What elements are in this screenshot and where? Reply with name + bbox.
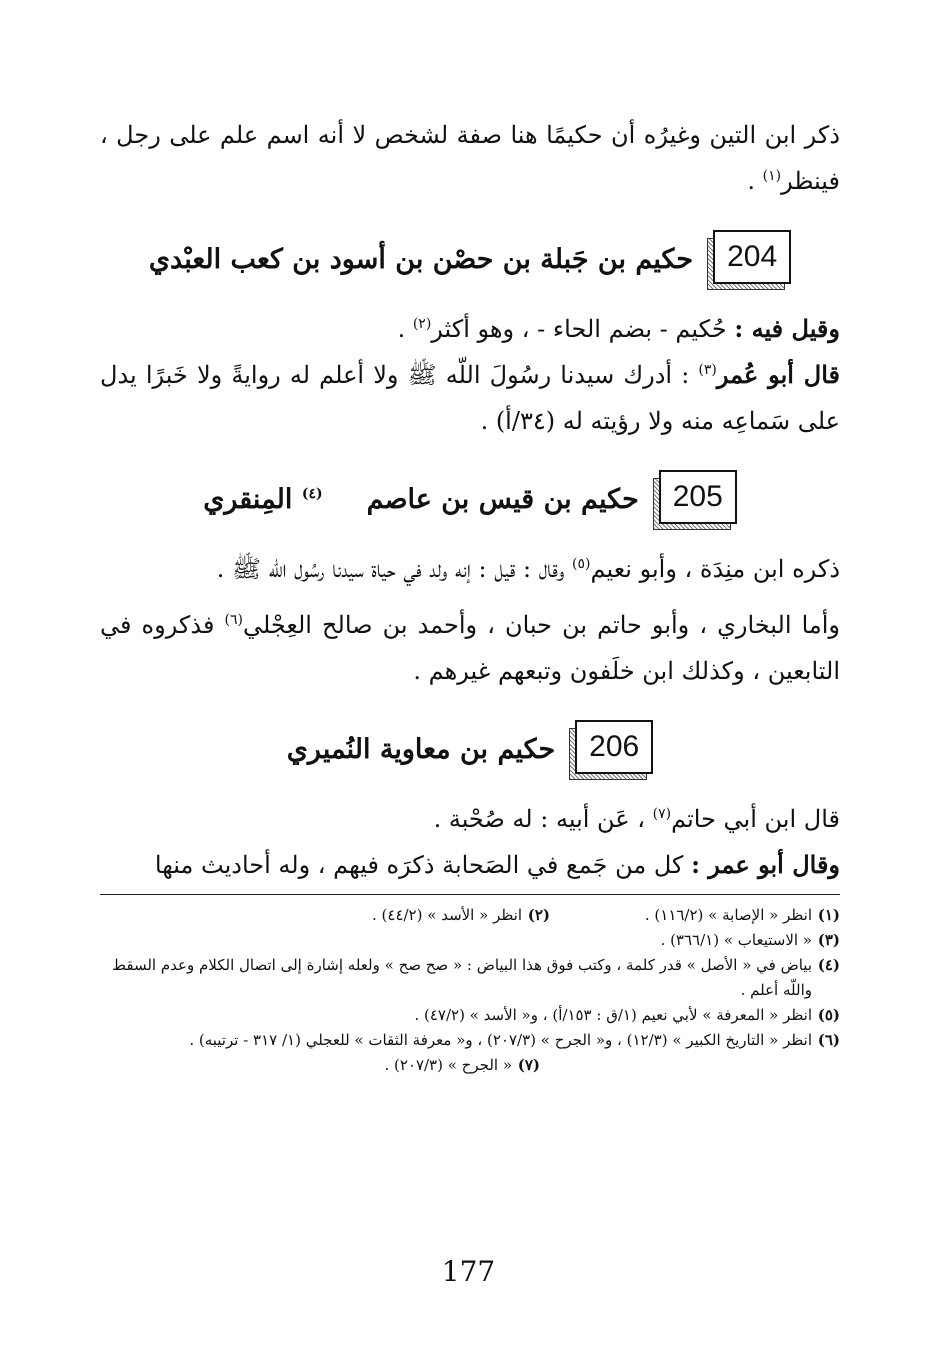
paragraph-3: قال أبو عُمر$^{(٣)}$ : أدرك سيدنا رسُولَ اللّه ﷺ ولا أعلم له روايةً ولا خَبرًا يدل على سَماعِه منه ولا رؤيته له (٣٤/أ) .	[100, 360, 840, 435]
entry-title: حكيم بن قيس بن عاصم$^{(٤)}$ المِنقري	[203, 483, 639, 515]
entry-number: 206	[575, 720, 653, 774]
page-number: 177	[441, 1255, 496, 1288]
footnote-7: (٧) « الجرح » (٢٠٧/٣) .	[384, 1056, 540, 1074]
entry-title: حكيم بن معاوية النُميري	[286, 733, 556, 765]
entry-number: 205	[659, 470, 737, 524]
footnote-5: (٥) انظر « المعرفة » لأبي نعيم (١/ق : ١٥٣/أ) ، و« الأسد » (٤٧/٢) .	[414, 1006, 840, 1024]
footnote-ref-4[interactable]: (٤)	[301, 485, 323, 502]
entry-heading-204	[100, 230, 840, 288]
footnote-4: (٤) بياض في « الأصل » قدر كلمة ، وكتب فوق هذا البياض : « صح صح » ولعله إشارة إلى اتصال الكلام وعدم السقط واللّه أعلم .	[112, 956, 840, 999]
entry-heading-206	[100, 720, 840, 778]
paragraph-1: ذكر ابن التين وغيرُه أن حكيمًا هنا صفة لشخص لا أنه اسم علم على رجل ، فينظر$^{(١)}$ .	[100, 121, 841, 195]
paragraph-6: قال ابن أبي حاتم$^{(٧)}$ ، عَن أبيه : له صُحْبة .	[433, 805, 840, 833]
footnote-ref-3[interactable]: (٣)	[698, 362, 717, 378]
footnote-ref-2[interactable]: (٢)	[412, 316, 432, 332]
footnote-2-text: انظر « الأسد » (٤٤/٢) .	[372, 906, 522, 924]
entry-title: حكيم بن جَبلة بن حصْن بن أسود بن كعب العبْدي	[148, 243, 694, 275]
footnote-ref-7[interactable]: (٧)	[652, 806, 672, 822]
entry-heading-205	[100, 470, 840, 528]
footnote-6: (٦) انظر « التاريخ الكبير » (١٢/٣) ، و« الجرح » (٢٠٧/٣) ، و« معرفة الثقات » للعجلي (١/ ٣١٧ - ترتيبه) .	[189, 1031, 840, 1049]
footnote-1-2: (١) انظر « الإصابة » (١١٦/٢) . (٢) انظر « الأسد » (٤٤/٢) .	[100, 903, 840, 928]
footnote-3: (٣) « الاستيعاب » (٣٦٦/١) .	[660, 931, 840, 949]
entry-number: 204	[713, 230, 791, 284]
paragraph-7: وقال أبو عمر : كل من جَمع في الصَحابة ذكرَه فيهم ، وله أحاديث منها	[154, 850, 840, 879]
entry-number-box	[707, 230, 791, 288]
footnote-ref-1[interactable]: (١)	[762, 168, 782, 184]
page-body	[100, 112, 840, 1078]
paragraph-4: ذكره ابن منِدَة ، وأبو نعيم$^{(٥)}$ وقال : قيل : إنه ولد في حياة سيدنا رسُول اللّه ﷺ .	[216, 555, 840, 583]
footnote-1-text: انظر « الإصابة » (١١٦/٢) .	[644, 906, 812, 924]
entry-number-box	[569, 720, 653, 778]
paragraph-5: وأما البخاري ، وأبو حاتم بن حبان ، وأحمد بن صالح العِجْلي$^{(٦)}$ فذكروه في التابعين ، وكذلك ابن خلَفون وتبعهم غيرهم .	[100, 611, 841, 685]
paragraph-2: وقيل فيه : حُكيم - بضم الحاء - ، وهو أكثر$^{(٢)}$ .	[397, 314, 840, 343]
footnote-ref-5[interactable]: (٥)	[572, 556, 591, 572]
footnote-ref-6[interactable]: (٦)	[224, 612, 243, 628]
entry-number-box	[653, 470, 737, 528]
footnote-divider	[100, 894, 840, 895]
